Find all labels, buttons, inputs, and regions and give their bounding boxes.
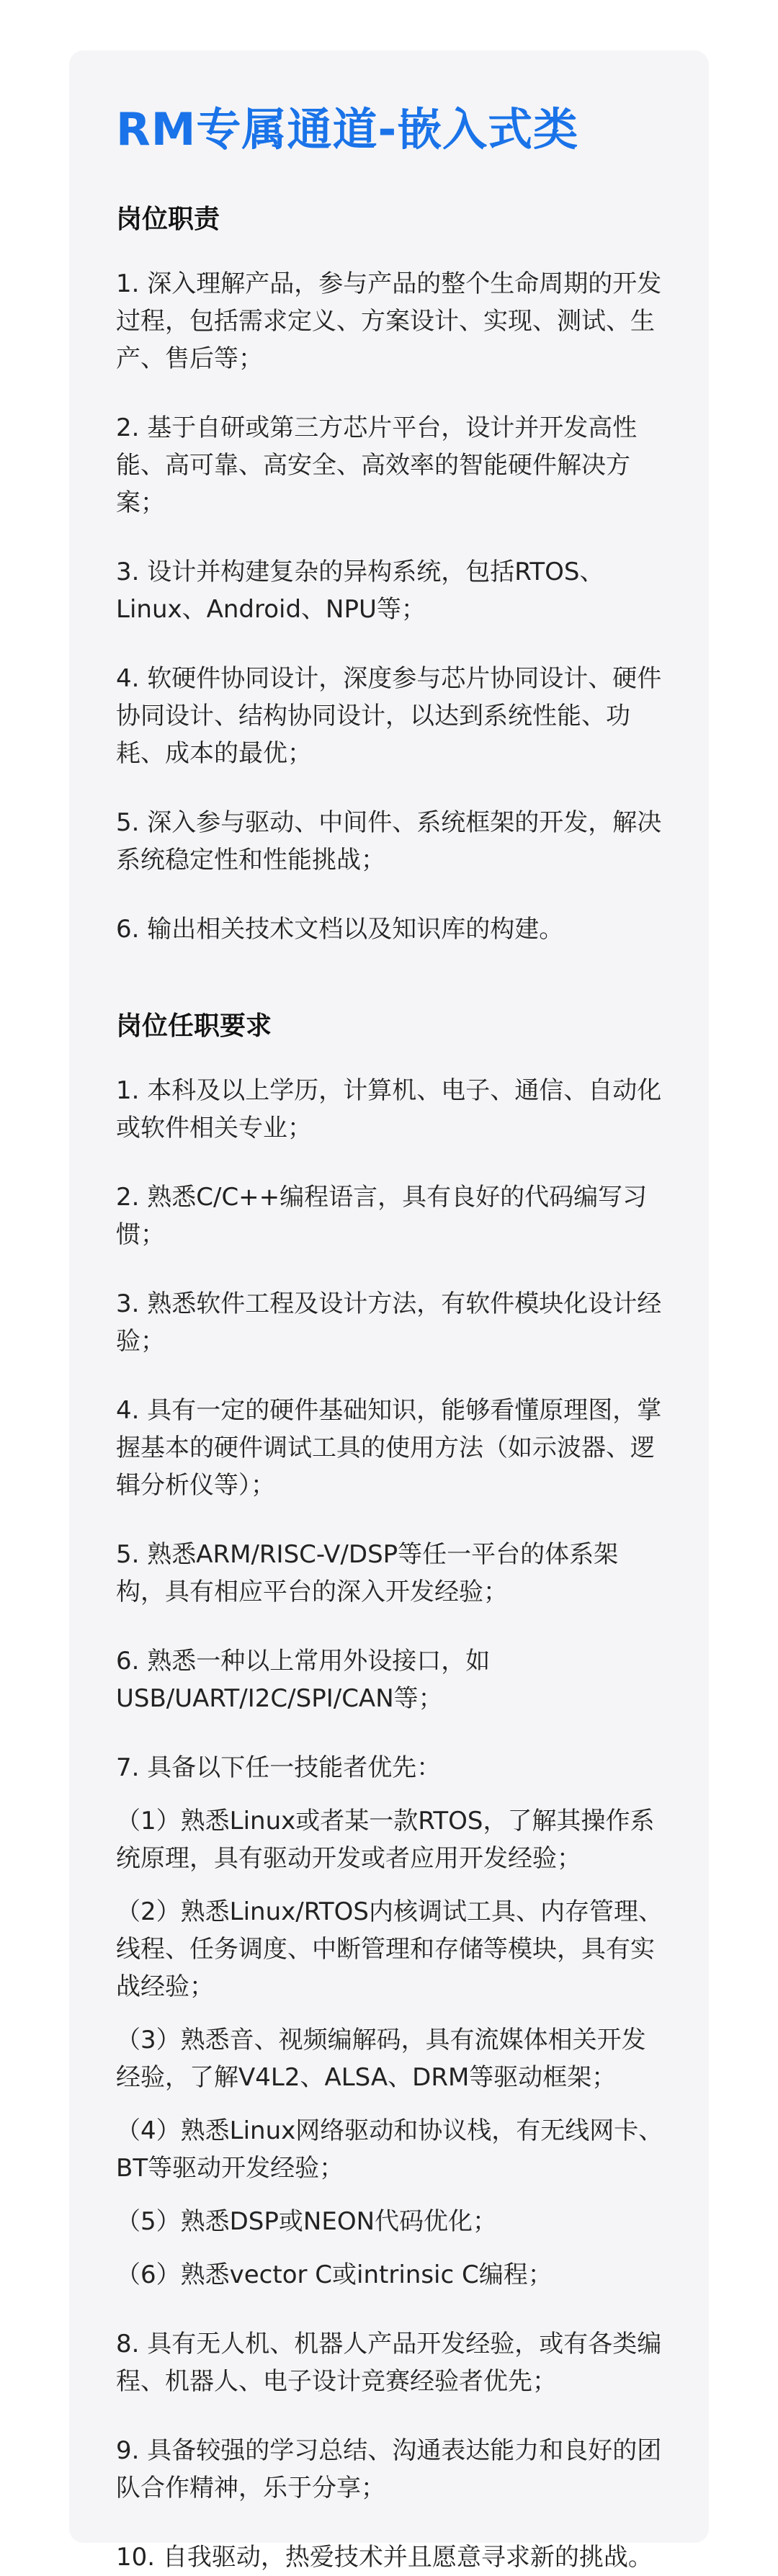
preferred-skill-item: （4）熟悉Linux网络驱动和协议栈，有无线网卡、BT等驱动开发经验； [116, 2116, 663, 2183]
requirement-item: 4. 具有一定的硬件基础知识，能够看懂原理图，掌握基本的硬件调试工具的使用方法（如示波器、逻辑分析仪等）； [116, 1396, 662, 1500]
requirement-item: 10. 自我驱动，热爱技术并且愿意寻求新的挑战。 [116, 2543, 653, 2572]
requirement-item: 5. 熟悉ARM/RISC-V/DSP等任一平台的体系架构，具有相应平台的深入开发经验； [116, 1540, 619, 1606]
preferred-skill-item: （6）熟悉vector C或intrinsic C编程； [116, 2260, 553, 2289]
requirement-item: 8. 具有无人机、机器人产品开发经验，或有各类编程、机器人、电子设计竞赛经验者优先； [116, 2330, 662, 2396]
requirement-item: 9. 具备较强的学习总结、沟通表达能力和良好的团队合作精神，乐于分享； [116, 2436, 662, 2503]
responsibility-item: 2. 基于自研或第三方芯片平台，设计并开发高性能、高可靠、高安全、高效率的智能硬件解决方案； [116, 413, 638, 517]
responsibility-item: 4. 软硬件协同设计，深度参与芯片协同设计、硬件协同设计、结构协同设计，以达到系统性能、功耗、成本的最优； [116, 664, 662, 768]
requirements-list [116, 1072, 666, 2576]
job-card [69, 50, 709, 2572]
requirement-item: 1. 本科及以上学历，计算机、电子、通信、自动化或软件相关专业； [116, 1076, 662, 1142]
requirement-item: 7. 具备以下任一技能者优先： [116, 1753, 442, 1782]
responsibility-item: 6. 输出相关技术文档以及知识库的构建。 [116, 915, 564, 944]
page-title: RM专属通道-嵌入式类 [116, 103, 579, 156]
responsibility-item: 5. 深入参与驱动、中间件、系统框架的开发，解决系统稳定性和性能挑战； [116, 808, 662, 875]
requirement-item: 3. 熟悉软件工程及设计方法，有软件模块化设计经验； [116, 1289, 662, 1356]
requirement-item: 2. 熟悉C/C++编程语言，具有良好的代码编写习惯； [116, 1183, 648, 1249]
responsibilities-list [116, 265, 666, 948]
section-spacer [116, 980, 666, 1009]
responsibility-item: 3. 设计并构建复杂的异构系统，包括RTOS、Linux、Android、NPU等； [116, 558, 604, 624]
preferred-skill-item: （3）熟悉音、视频编解码，具有流媒体相关开发经验，了解V4L2、ALSA、DRM等驱动框架； [116, 2026, 646, 2092]
requirement-item: 6. 熟悉一种以上常用外设接口，如USB/UART/I2C/SPI/CAN等； [116, 1647, 491, 1713]
section-title-requirements: 岗位任职要求 [116, 1011, 272, 1041]
preferred-skill-item: （1）熟悉Linux或者某一款RTOS，了解其操作系统原理，具有驱动开发或者应用开发经验； [116, 1807, 655, 1873]
preferred-skill-item: （2）熟悉Linux/RTOS内核调试工具、内存管理、线程、任务调度、中断管理和存储等模块，具有实战经验； [116, 1897, 663, 2001]
responsibility-item: 1. 深入理解产品，参与产品的整个生命周期的开发过程，包括需求定义、方案设计、实现、测试、生产、售后等； [116, 269, 662, 373]
section-title-responsibilities: 岗位职责 [116, 205, 220, 234]
preferred-skill-item: （5）熟悉DSP或NEON代码优化； [116, 2207, 498, 2236]
